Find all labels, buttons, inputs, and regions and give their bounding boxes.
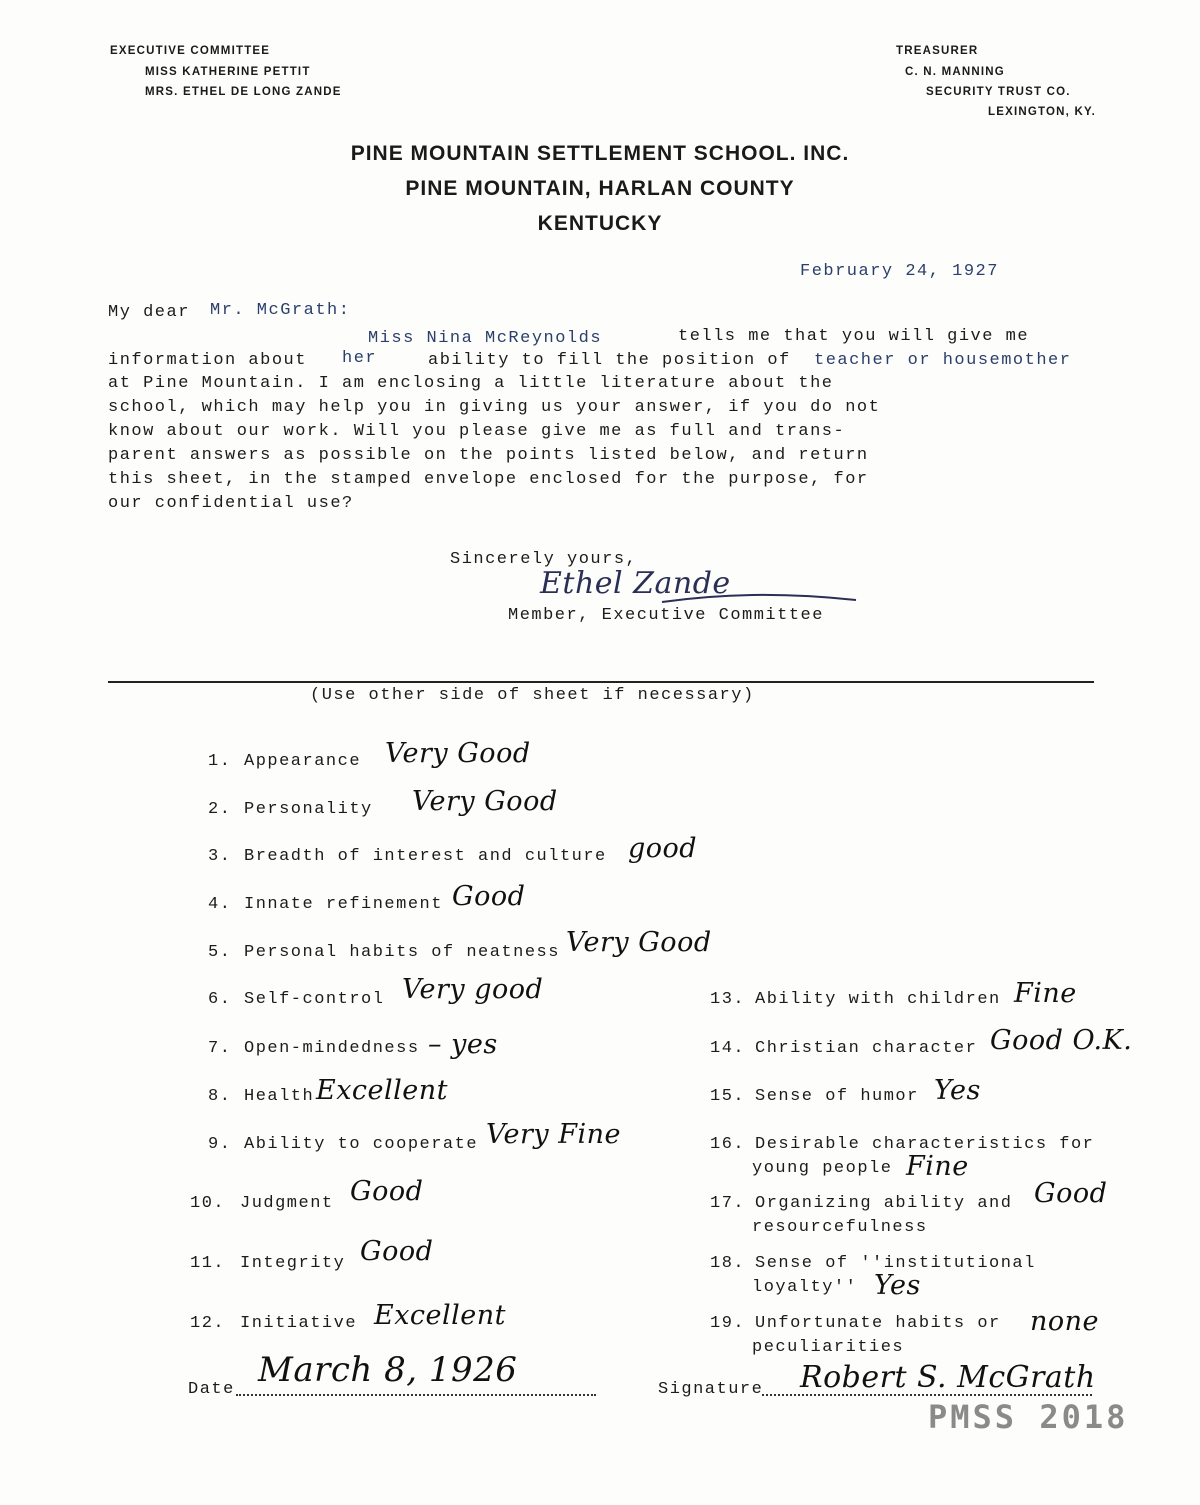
- executive-member-1: MISS KATHERINE PETTIT: [145, 66, 311, 78]
- date-line: [236, 1394, 596, 1396]
- handwritten-answer: Excellent: [316, 1075, 449, 1106]
- question-label: Integrity: [240, 1254, 346, 1273]
- handwritten-answer: Yes: [874, 1270, 921, 1301]
- executive-committee-title: EXECUTIVE COMMITTEE: [110, 45, 271, 57]
- handwritten-answer: Good: [1034, 1178, 1108, 1209]
- question-label: Sense of humor: [755, 1087, 919, 1106]
- school-location: PINE MOUNTAIN, HARLAN COUNTY: [405, 177, 795, 200]
- date-label: Date: [188, 1380, 235, 1399]
- question-label: Judgment: [240, 1194, 334, 1213]
- handwritten-answer: Fine: [906, 1151, 969, 1182]
- candidate-name: Miss Nina McReynolds: [368, 329, 603, 348]
- question-label: Ability to cooperate: [244, 1135, 479, 1154]
- letter-line-7: this sheet, in the stamped envelope enclosed for the purpose, for: [108, 470, 869, 489]
- question-label: Innate refinement: [244, 895, 443, 914]
- treasurer-title: TREASURER: [896, 45, 979, 57]
- date-value: March 8, 1926: [258, 1350, 518, 1390]
- question-label: Desirable characteristics for: [755, 1135, 1095, 1154]
- question-label: Unfortunate habits or: [755, 1314, 1001, 1333]
- handwritten-answer: Yes: [934, 1075, 981, 1106]
- salutation: My dear: [108, 303, 190, 322]
- question-label-continued: loyalty'': [752, 1278, 858, 1297]
- section-divider: [108, 681, 1094, 683]
- question-label: Personal habits of neatness: [244, 943, 560, 962]
- question-number: 10.: [190, 1194, 226, 1213]
- question-number: 3.: [208, 847, 232, 866]
- question-number: 15.: [710, 1087, 746, 1106]
- handwritten-answer: Good: [452, 881, 526, 912]
- question-number: 19.: [710, 1314, 746, 1333]
- letter-line-2b: ability to fill the position of: [428, 351, 791, 370]
- question-number: 6.: [208, 990, 232, 1009]
- handwritten-answer: Good: [360, 1236, 434, 1267]
- question-number: 8.: [208, 1087, 232, 1106]
- question-number: 11.: [190, 1254, 226, 1273]
- handwritten-answer: Good O.K.: [990, 1025, 1133, 1056]
- question-label-continued: peculiarities: [752, 1338, 905, 1357]
- question-label: Ability with children: [755, 990, 1001, 1009]
- question-number: 16.: [710, 1135, 746, 1154]
- executive-member-2: MRS. ETHEL DE LONG ZANDE: [145, 86, 342, 98]
- question-number: 1.: [208, 752, 232, 771]
- question-number: 4.: [208, 895, 232, 914]
- letter-line-2a: information about: [108, 351, 307, 370]
- referee-signature: Robert S. McGrath: [800, 1360, 1096, 1395]
- question-label: Organizing ability and: [755, 1194, 1013, 1213]
- handwritten-answer: Fine: [1014, 978, 1077, 1009]
- question-label: Personality: [244, 800, 373, 819]
- handwritten-answer: good: [628, 833, 698, 864]
- signature-label: Signature: [658, 1380, 764, 1399]
- question-number: 2.: [208, 800, 232, 819]
- question-label: Open-mindedness: [244, 1039, 420, 1058]
- sender-signature: Ethel Zande: [540, 566, 731, 601]
- question-label: Breadth of interest and culture: [244, 847, 607, 866]
- letter-line-1: tells me that you will give me: [678, 327, 1030, 346]
- school-state: KENTUCKY: [537, 212, 663, 235]
- question-label: Health: [244, 1087, 315, 1106]
- position-applied: teacher or housemother: [814, 351, 1072, 370]
- question-number: 5.: [208, 943, 232, 962]
- question-number: 7.: [208, 1039, 232, 1058]
- handwritten-answer: Good: [350, 1176, 424, 1207]
- question-number: 9.: [208, 1135, 232, 1154]
- letter-line-6: parent answers as possible on the points listed below, and return: [108, 446, 869, 465]
- signer-title: Member, Executive Committee: [508, 606, 824, 625]
- treasurer-name: C. N. MANNING: [905, 66, 1005, 78]
- treasurer-city: LEXINGTON, KY.: [988, 106, 1096, 118]
- closing: Sincerely yours,: [450, 550, 638, 569]
- question-number: 17.: [710, 1194, 746, 1213]
- form-instruction: (Use other side of sheet if necessary): [310, 686, 755, 705]
- treasurer-bank: SECURITY TRUST CO.: [926, 86, 1071, 98]
- letter-date: February 24, 1927: [800, 262, 999, 281]
- letter-line-5: know about our work. Will you please give me as full and trans-: [108, 422, 846, 441]
- handwritten-answer: Very good: [402, 974, 544, 1005]
- question-label: Appearance: [244, 752, 362, 771]
- addressee: Mr. McGrath:: [210, 301, 351, 320]
- question-label: Sense of ''institutional: [755, 1254, 1036, 1273]
- letter-line-3: at Pine Mountain. I am enclosing a little literature about the: [108, 374, 834, 393]
- handwritten-answer: Very Good: [412, 786, 558, 817]
- question-label-continued: young people: [752, 1159, 893, 1178]
- question-number: 12.: [190, 1314, 226, 1333]
- question-label-continued: resourcefulness: [752, 1218, 928, 1237]
- signature-underline: [660, 588, 860, 608]
- question-number: 18.: [710, 1254, 746, 1273]
- handwritten-answer: – yes: [428, 1029, 498, 1060]
- handwritten-answer: none: [1030, 1306, 1100, 1337]
- question-number: 13.: [710, 990, 746, 1009]
- letter-line-8: our confidential use?: [108, 494, 354, 513]
- archive-stamp: PMSS 2018: [928, 1398, 1129, 1436]
- question-label: Initiative: [240, 1314, 358, 1333]
- handwritten-answer: Excellent: [374, 1300, 507, 1331]
- handwritten-answer: Very Fine: [486, 1119, 621, 1150]
- handwritten-answer: Very Good: [566, 927, 712, 958]
- candidate-pronoun: her: [342, 349, 378, 368]
- question-number: 14.: [710, 1039, 746, 1058]
- handwritten-answer: Very Good: [385, 738, 531, 769]
- question-label: Self-control: [244, 990, 385, 1009]
- question-label: Christian character: [755, 1039, 978, 1058]
- letter-line-4: school, which may help you in giving us your answer, if you do not: [108, 398, 881, 417]
- school-name: PINE MOUNTAIN SETTLEMENT SCHOOL. INC.: [350, 142, 850, 165]
